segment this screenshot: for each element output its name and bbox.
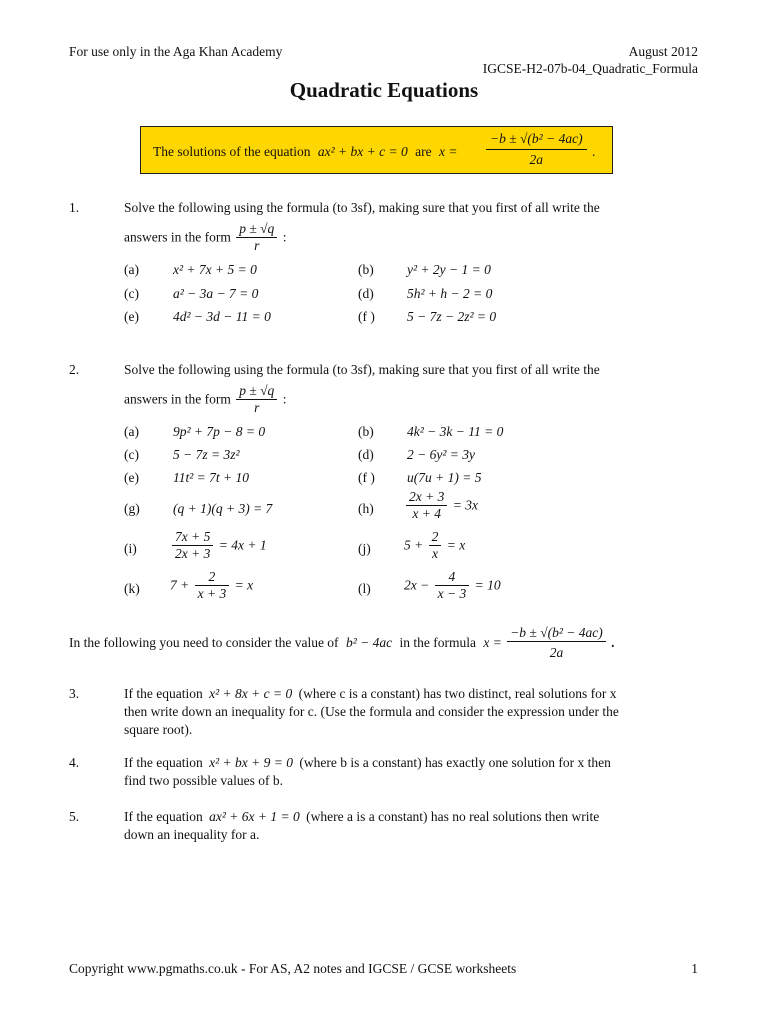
q2h-expr (404, 490, 478, 521)
header-code: IGCSE-H2-07b-04_Quadratic_Formula (482, 61, 698, 76)
q2a-label: (a) (124, 424, 139, 439)
intro-denominator: 2a (549, 645, 564, 660)
q2j-rhs: = x (446, 537, 466, 553)
q2-form-num: p ± √q (236, 384, 277, 400)
q4-line1 (124, 755, 611, 771)
q2-line2: answers in the form (124, 391, 231, 407)
q2h-rhs: = 3x (452, 497, 478, 513)
q2-form-den: r (254, 400, 260, 415)
q5-l1a: If the equation (124, 809, 203, 824)
discriminant-intro (69, 626, 615, 660)
q2i-expr (170, 530, 267, 561)
q2i-num: 7x + 5 (172, 530, 213, 546)
q1f-expr: 5 − 7z − 2z² = 0 (407, 309, 497, 324)
q2-number: 2. (69, 362, 80, 377)
q2h-den: x + 4 (412, 506, 441, 521)
q1-form-num: p ± √q (236, 222, 277, 238)
formula-end: . (592, 144, 596, 159)
q2h-num: 2x + 3 (406, 490, 447, 506)
footer-copyright: Copyright www.pgmaths.co.uk - For AS, A2 notes and IGCSE / GCSE worksheets (69, 961, 517, 976)
q2d-label: (d) (358, 447, 374, 462)
intro-disc: b² − 4ac (345, 635, 393, 650)
q2i-den: 2x + 3 (175, 546, 211, 561)
q5-number: 5. (69, 809, 80, 824)
q2-form-fraction (236, 384, 277, 415)
q2e-expr: 11t² = 7t + 10 (173, 470, 250, 485)
q4-equation: x² + bx + 9 = 0 (209, 755, 293, 770)
q2l-lhs: 2x − (404, 577, 430, 593)
q1b-label: (b) (358, 262, 374, 277)
q2j-den: x (432, 546, 438, 561)
q2j-expr (404, 530, 465, 561)
q2f-label: (f ) (358, 470, 375, 485)
header-date: August 2012 (628, 44, 698, 59)
q4-number: 4. (69, 755, 80, 770)
q4-l1a: If the equation (124, 755, 203, 770)
q1e-label: (e) (124, 309, 139, 324)
q3-line2: then write down an inequality for c. (Use the formula and consider the expression under the (124, 704, 619, 719)
q5-l1b: (where a is a constant) has no real solutions then write (306, 809, 600, 824)
header-left: For use only in the Aga Khan Academy (69, 44, 283, 59)
intro-end: . (611, 635, 615, 650)
formula-x-eq: x = (438, 144, 458, 159)
q1c-label: (c) (124, 286, 139, 301)
q2j-label: (j) (358, 541, 371, 556)
intro-text1: In the following you need to consider the value of (69, 635, 339, 650)
q3-line3: square root). (124, 722, 193, 737)
q2l-rhs: = 10 (474, 577, 501, 593)
q1d-expr: 5h² + h − 2 = 0 (407, 286, 493, 301)
q2k-expr (170, 570, 253, 601)
formula-numerator: −b ± √(b² − 4ac) (486, 131, 587, 150)
q2k-num: 2 (195, 570, 230, 586)
q1-form-line (124, 222, 286, 253)
q2k-den: x + 3 (197, 586, 227, 601)
q5-line1 (124, 809, 599, 825)
q2g-expr: (q + 1)(q + 3) = 7 (173, 501, 273, 516)
q3-number: 3. (69, 686, 80, 701)
intro-text2: in the formula (399, 635, 476, 650)
formula-equation: ax² + bx + c = 0 (317, 144, 408, 159)
q1-form-fraction (236, 222, 277, 253)
intro-numerator: −b ± √(b² − 4ac) (507, 626, 606, 642)
q2i-label: (i) (124, 541, 137, 556)
q3-l1a: If the equation (124, 686, 203, 701)
q2l-num: 4 (435, 570, 470, 586)
q2k-lhs: 7 + (170, 577, 190, 593)
q1-line1: Solve the following using the formula (to 3sf), making sure that you first of all write the (124, 200, 600, 215)
q5-line2: down an inequality for a. (124, 827, 260, 842)
q4-l1b: (where b is a constant) has exactly one solution for x then (299, 755, 611, 770)
q1-line2: answers in the form (124, 229, 231, 245)
intro-fraction (507, 626, 606, 660)
q1f-label: (f ) (358, 309, 375, 324)
q2j-num: 2 (429, 530, 442, 546)
q1c-expr: a² − 3a − 7 = 0 (173, 286, 259, 301)
formula-box (140, 126, 613, 174)
q2a-expr: 9p² + 7p − 8 = 0 (173, 424, 266, 439)
formula-fraction (486, 131, 587, 168)
formula-lead: The solutions of the equation (153, 144, 311, 159)
intro-x-eq: x = (483, 635, 502, 650)
q2k-label: (k) (124, 581, 140, 596)
q4-line2: find two possible values of b. (124, 773, 283, 788)
q1e-expr: 4d² − 3d − 11 = 0 (173, 309, 271, 324)
formula-denominator: 2a (529, 152, 544, 167)
page-title: Quadratic Equations (289, 78, 479, 102)
q3-line1 (124, 686, 617, 702)
q2l-label: (l) (358, 581, 371, 596)
q3-equation: x² + 8x + c = 0 (209, 686, 293, 701)
q1-colon: : (282, 229, 287, 245)
q2j-lhs: 5 + (404, 537, 424, 553)
q2d-expr: 2 − 6y² = 3y (407, 447, 476, 462)
q2e-label: (e) (124, 470, 139, 485)
q2i-rhs: = 4x + 1 (218, 537, 267, 553)
q1-number: 1. (69, 200, 80, 215)
q2-form-line (124, 384, 286, 415)
q2b-expr: 4k² − 3k − 11 = 0 (407, 424, 504, 439)
q1b-expr: y² + 2y − 1 = 0 (407, 262, 491, 277)
q2b-label: (b) (358, 424, 374, 439)
q1a-label: (a) (124, 262, 139, 277)
q2c-label: (c) (124, 447, 139, 462)
q2-colon: : (282, 391, 287, 407)
q1d-label: (d) (358, 286, 374, 301)
page-number: 1 (691, 961, 698, 976)
q5-equation: ax² + 6x + 1 = 0 (209, 809, 300, 824)
formula-are: are (415, 144, 432, 159)
q2k-rhs: = x (234, 577, 254, 593)
q2l-expr (404, 570, 501, 601)
q1-form-den: r (254, 238, 260, 253)
q2c-expr: 5 − 7z = 3z² (173, 447, 240, 462)
q2h-label: (h) (358, 501, 374, 516)
q1a-expr: x² + 7x + 5 = 0 (173, 262, 257, 277)
q2f-expr: u(7u + 1) = 5 (407, 470, 482, 485)
q2l-den: x − 3 (437, 586, 467, 601)
q3-l1b: (where c is a constant) has two distinct, real solutions for x (298, 686, 617, 701)
q2g-label: (g) (124, 501, 140, 516)
q2-line1: Solve the following using the formula (to 3sf), making sure that you first of all write the (124, 362, 600, 377)
